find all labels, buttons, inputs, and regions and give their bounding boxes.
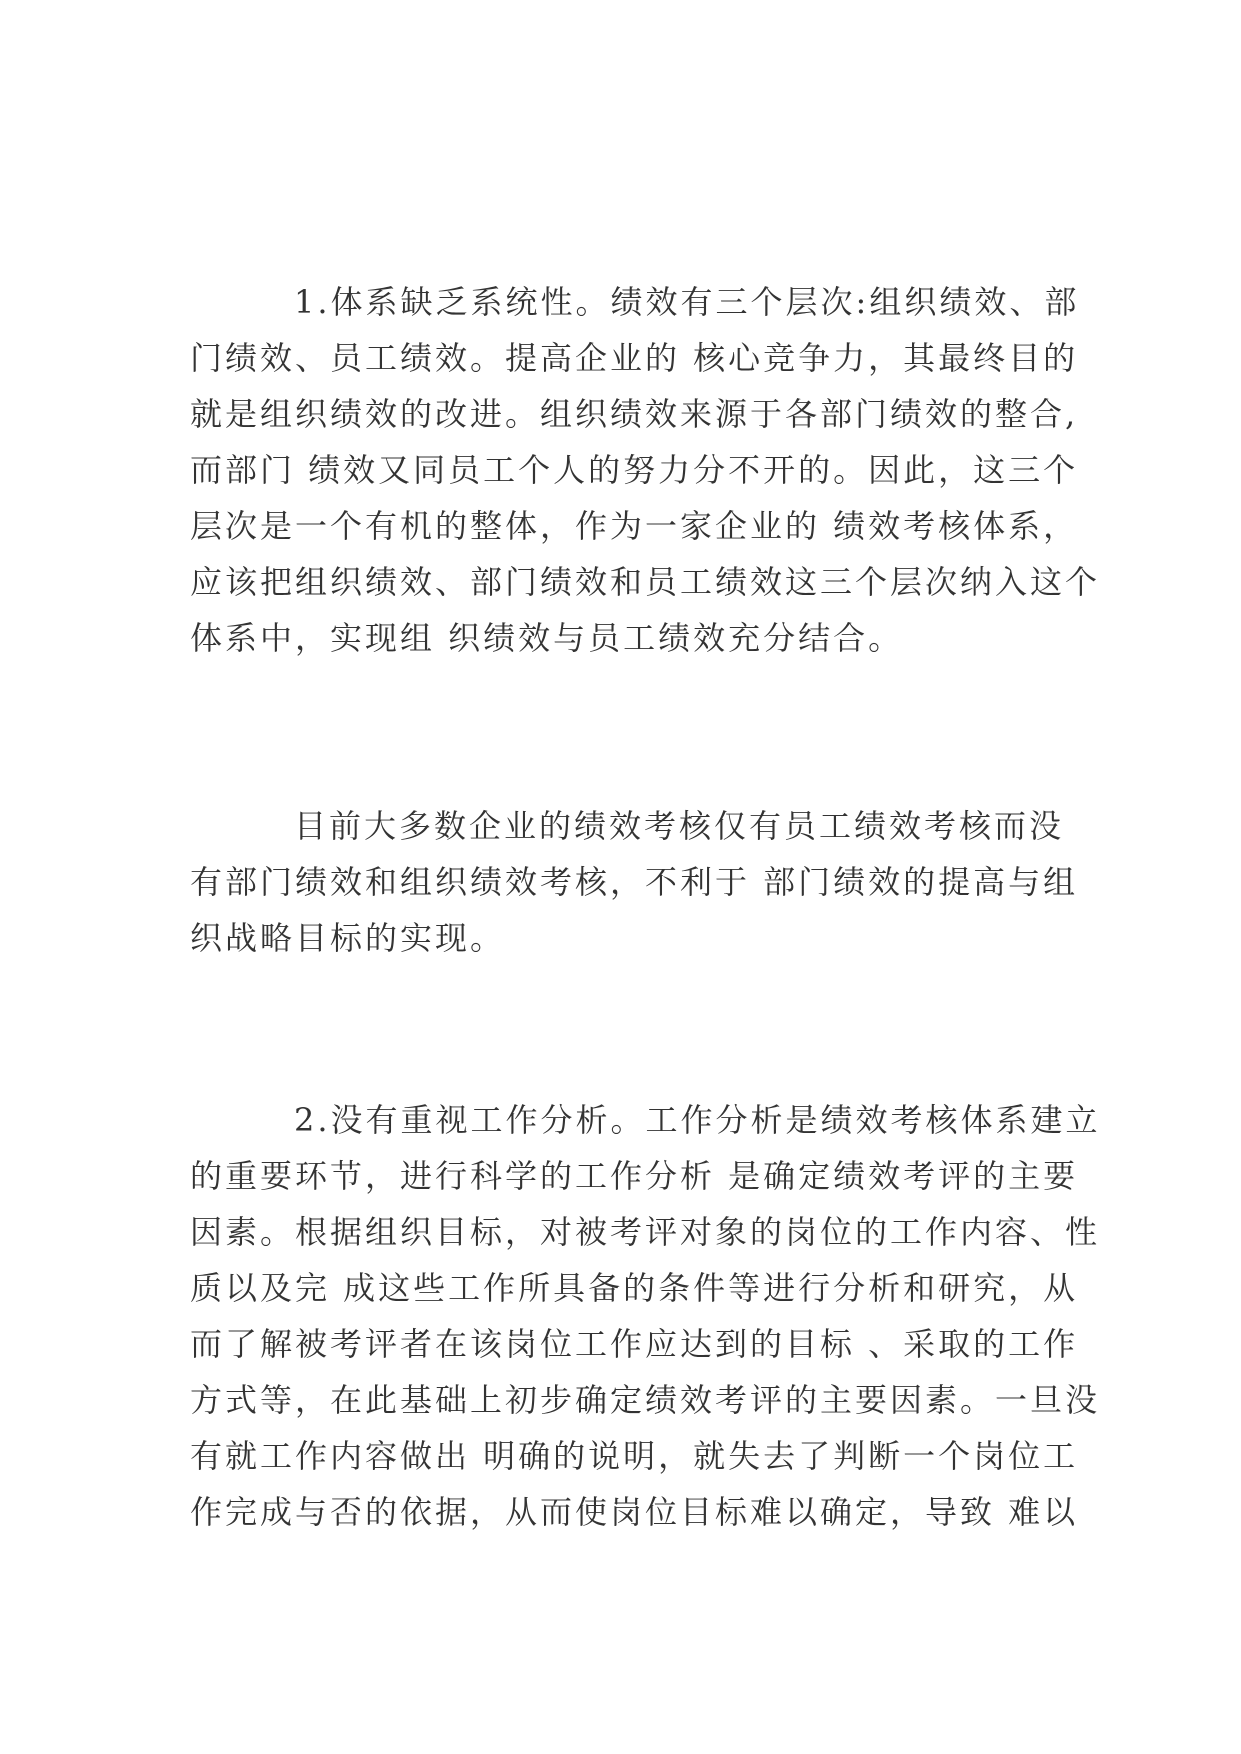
text-line: 体系中，实现组 织绩效与员工绩效充分结合。 bbox=[190, 619, 904, 657]
text-line: 质以及完 成这些工作所具备的条件等进行分析和研究，从 bbox=[190, 1269, 1079, 1307]
text-line: 应该把组织绩效、部门绩效和员工绩效这三个层次纳入这个 bbox=[190, 563, 1101, 601]
text-line: 就是组织绩效的改进。组织绩效来源于各部门绩效的整合, bbox=[190, 395, 1079, 433]
text-line: 2.没有重视工作分析。工作分析是绩效考核体系建立 bbox=[294, 1101, 1101, 1139]
text-line: 层次是一个有机的整体，作为一家企业的 绩效考核体系， bbox=[190, 507, 1079, 545]
text-line: 作完成与否的依据，从而使岗位目标难以确定，导致 难以 bbox=[190, 1493, 1079, 1531]
text-line: 有就工作内容做出 明确的说明，就失去了判断一个岗位工 bbox=[190, 1437, 1079, 1475]
text-line: 有部门绩效和组织绩效考核，不利于 部门绩效的提高与组 bbox=[190, 863, 1079, 901]
text-line: 的重要环节，进行科学的工作分析 是确定绩效考评的主要 bbox=[190, 1157, 1079, 1195]
text-line: 而了解被考评者在该岗位工作应达到的目标 、采取的工作 bbox=[190, 1325, 1079, 1363]
text-line: 目前大多数企业的绩效考核仅有员工绩效考核而没 bbox=[294, 807, 1065, 845]
text-line: 织战略目标的实现。 bbox=[190, 919, 506, 957]
text-line: 1.体系缺乏系统性。绩效有三个层次:组织绩效、部 bbox=[294, 283, 1080, 321]
paragraph-system-lacks-systematicness bbox=[190, 274, 1101, 666]
paragraph-current-enterprises bbox=[190, 798, 1079, 966]
text-line: 门绩效、员工绩效。提高企业的 核心竞争力，其最终目的 bbox=[190, 339, 1079, 377]
text-line: 因素。根据组织目标，对被考评对象的岗位的工作内容、性 bbox=[190, 1213, 1101, 1251]
text-line: 而部门 绩效又同员工个人的努力分不开的。因此，这三个 bbox=[190, 451, 1079, 489]
text-line: 方式等，在此基础上初步确定绩效考评的主要因素。一旦没 bbox=[190, 1381, 1101, 1419]
paragraph-job-analysis-neglected bbox=[190, 1092, 1101, 1540]
